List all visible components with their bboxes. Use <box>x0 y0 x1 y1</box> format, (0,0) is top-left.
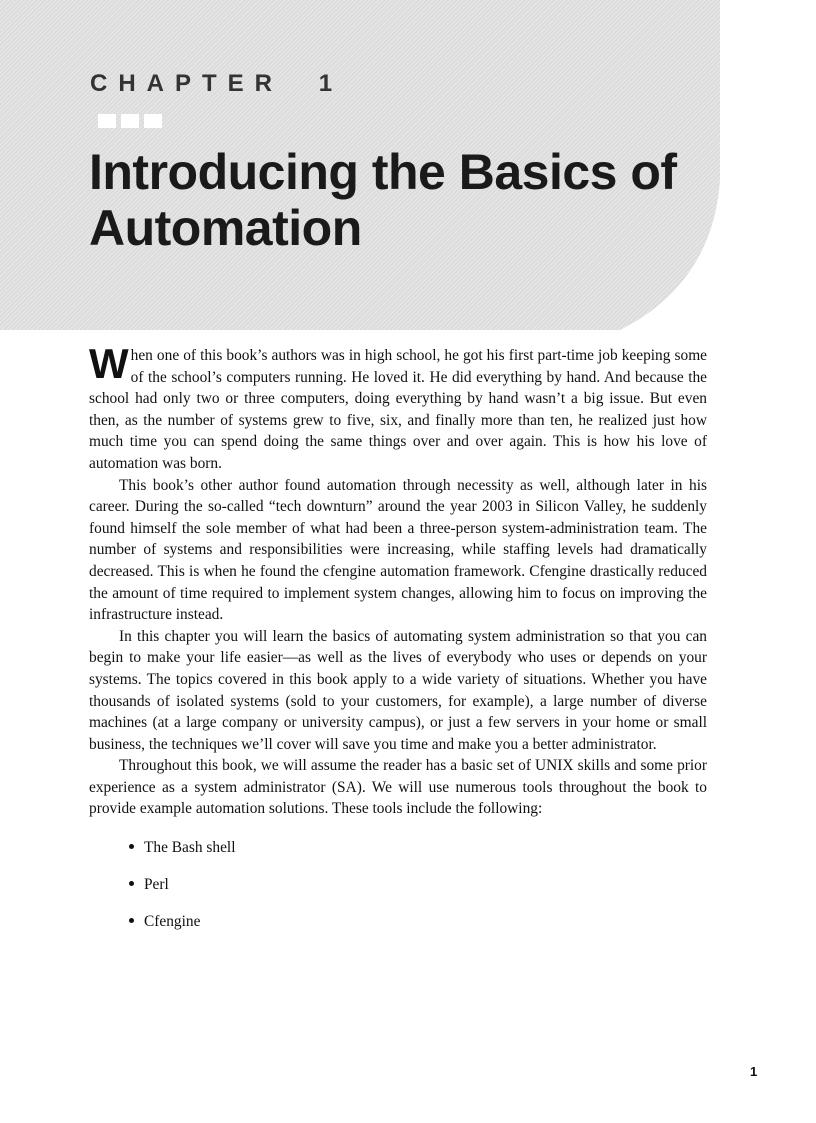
paragraph <box>89 340 707 475</box>
chapter-number: 1 <box>318 70 344 97</box>
paragraph: This book’s other author found automation through necessity as well, although later in his career. During the so-called “tech downturn” around the year 2003 in Silicon Valley, he suddenly found himself the sole member of what had been a three-person system-administration team. The number of systems and responsibilities were increasing, while staffing levels had dramatically decreased. This is when he found the cfengine automation framework. Cfengine drastically reduced the amount of time required to implement system changes, allowing him to focus on improving the infrastructure instead. <box>89 476 707 624</box>
chapter-label-text: CHAPTER <box>90 70 284 97</box>
drop-cap: W <box>89 340 129 387</box>
list-item-text: Perl <box>144 876 169 894</box>
paragraph: Throughout this book, we will assume the reader has a basic set of UNIX skills and some prior experience as a system administrator (SA). We will use numerous tools throughout the book to provide example automation solutions. These tools include the following: <box>89 757 707 818</box>
list-item-text: Cfengine <box>144 913 201 931</box>
paragraph: In this chapter you will learn the basics of automating system administration so that you can begin to make your life easier—as well as the lives of everybody who uses or depends on your systems. The topics covered in this book apply to a wide variety of situations. Whether you have thousands of isolated systems (sold to your customers, for example), a large number of diverse machines (at a large company or university campus), or just a few servers in your home or small business, the techniques we’ll cover will save you time and make you a better administrator. <box>89 627 707 753</box>
tools-list <box>89 838 707 932</box>
page-number: 1 <box>750 1064 758 1079</box>
list-item <box>129 912 707 932</box>
list-item <box>129 875 707 895</box>
chapter-title: Introducing the Basics of Automation <box>89 144 677 256</box>
decorative-squares <box>98 114 162 128</box>
square-icon <box>98 114 116 128</box>
bullet-icon <box>129 918 134 923</box>
body-text <box>89 340 707 949</box>
paragraph-text: hen one of this book’s authors was in high school, he got his first part-time job keeping some of the school’s computers running. He loved it. He did everything by hand. And because the school had only two or three computers, doing everything by hand wasn’t a big issue. But even then, as the number of systems grew to five, six, and finally more than ten, he realized just how much time you can spend doing the same things over and over again. This is how his love of automation was born. <box>89 347 707 472</box>
bullet-icon <box>129 881 134 886</box>
chapter-label <box>90 70 343 98</box>
square-icon <box>121 114 139 128</box>
square-icon <box>144 114 162 128</box>
bullet-icon <box>129 844 134 849</box>
list-item <box>129 838 707 858</box>
list-item-text: The Bash shell <box>144 839 236 857</box>
